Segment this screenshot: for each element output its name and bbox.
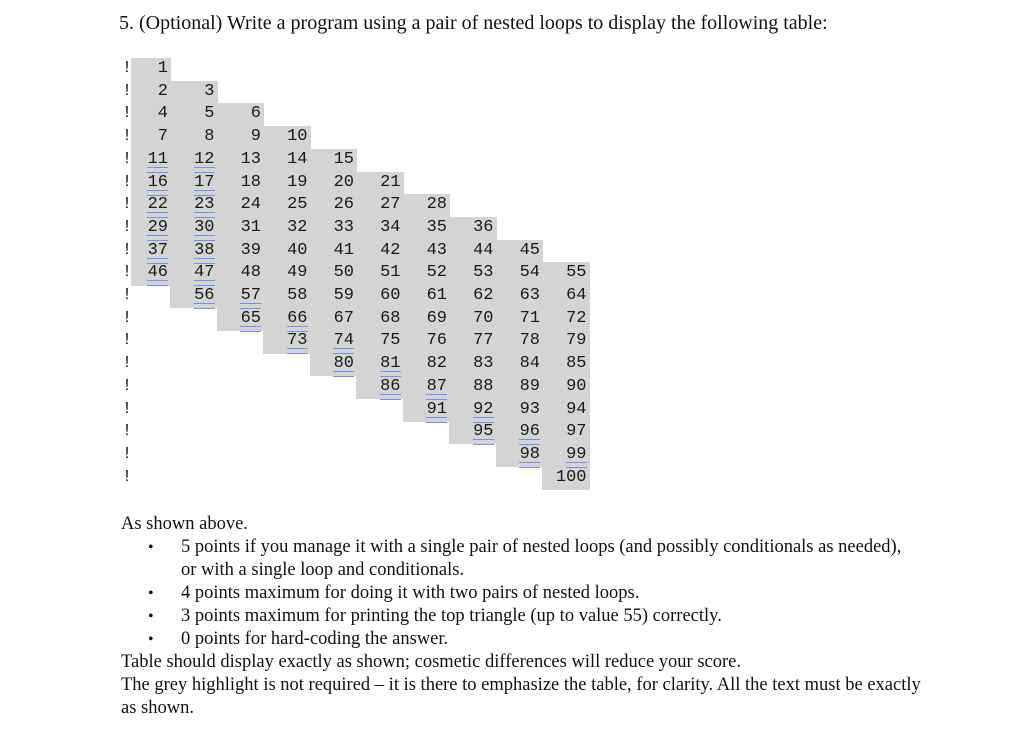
table-cell: 79: [566, 331, 587, 351]
table-cell: 65: [240, 308, 261, 328]
table-cell: 80: [333, 354, 354, 374]
scoring-item: [121, 628, 921, 651]
table-cell: 69: [426, 308, 447, 328]
row-marker: !: [121, 195, 133, 215]
table-cell: 40: [287, 240, 308, 260]
table-cell: 82: [426, 354, 447, 374]
table-cell: 58: [287, 286, 308, 305]
scoring-item-text: 0 points for hard-coding the answer.: [181, 629, 449, 649]
table-cell: 49: [287, 263, 308, 283]
note-grey-highlight: The grey highlight is not required – it is there to emphasize the table, for clarity. All the text must be exactly as shown.: [121, 675, 921, 718]
table-cell: 56: [194, 286, 215, 305]
row-marker: !: [121, 263, 133, 283]
table-cell: 48: [240, 263, 261, 283]
table-cell: 33: [333, 217, 354, 237]
table-cell: 96: [519, 422, 540, 442]
text-underline: [426, 417, 447, 423]
table-cell: 90: [566, 376, 587, 396]
row-marker: !: [121, 104, 133, 124]
table-cell: 23: [194, 195, 215, 215]
table-cell: 20: [333, 172, 354, 192]
table-cell: 50: [333, 263, 354, 283]
table-cell: 37: [147, 240, 168, 260]
text-underline: [473, 439, 494, 445]
table-cell: 77: [473, 331, 494, 351]
table-cell: 85: [566, 354, 587, 374]
scoring-list: [121, 536, 921, 651]
text-underline: [240, 326, 261, 332]
table-cell: 38: [194, 240, 215, 260]
table-cell: 15: [333, 149, 354, 169]
table-cell: 74: [333, 331, 354, 351]
table-cell: 27: [380, 195, 401, 215]
table-cell: 75: [380, 331, 401, 351]
table-cell: 91: [426, 399, 447, 419]
table-cell: 86: [380, 376, 401, 396]
table-cell: 95: [473, 422, 494, 442]
table-cell: 41: [333, 240, 354, 260]
table-cell: 6: [250, 104, 261, 124]
table-cell: 17: [194, 172, 215, 192]
table-cell: 98: [519, 444, 540, 464]
row-marker: !: [121, 81, 133, 101]
table-cell: 43: [426, 240, 447, 260]
text-underline: [287, 348, 308, 354]
table-cell: 73: [287, 331, 308, 351]
table-cell: 21: [380, 172, 401, 192]
row-marker: !: [121, 331, 133, 351]
table-cell: 83: [473, 354, 494, 374]
note-exact-display: Table should display exactly as shown; cosmetic differences will reduce your score.: [121, 652, 741, 672]
table-cell: 13: [240, 149, 261, 169]
scoring-item: [121, 536, 921, 582]
table-cell: 68: [380, 308, 401, 328]
table-cell: 67: [333, 308, 354, 328]
table-cell: 45: [519, 240, 540, 260]
table-cell: 47: [194, 263, 215, 283]
table-cell: 4: [157, 104, 168, 124]
table-cell: 76: [426, 331, 447, 351]
table-cell: 29: [147, 217, 168, 237]
row-marker: !: [121, 59, 133, 78]
table-cell: 10: [287, 127, 308, 147]
table-cell: 71: [519, 308, 540, 328]
scoring-item: [121, 582, 921, 605]
scoring-item-text: 5 points if you manage it with a single pair of nested loops (and possibly conditionals as needed), or with a single loop and conditionals.: [181, 537, 902, 580]
text-underline: [519, 462, 540, 468]
row-marker: !: [121, 172, 133, 192]
scoring-item-text: 4 points maximum for doing it with two pairs of nested loops.: [181, 583, 640, 603]
row-marker: !: [121, 286, 133, 305]
table-cell: 2: [157, 81, 168, 101]
table-cell: 88: [473, 376, 494, 396]
row-marker: !: [121, 376, 133, 396]
table-cell: 64: [566, 286, 587, 305]
bullet-icon: •: [148, 631, 154, 648]
table-cell: 94: [566, 399, 587, 419]
table-cell: 18: [240, 172, 261, 192]
text-underline: [333, 371, 354, 377]
table-cell: 26: [333, 195, 354, 215]
table-cell: 99: [566, 444, 587, 464]
table-cell: 31: [240, 217, 261, 237]
row-marker: !: [121, 422, 133, 442]
row-marker: !: [121, 354, 133, 374]
bullet-icon: •: [148, 539, 154, 556]
row-marker: !: [121, 308, 133, 328]
table-cell: 84: [519, 354, 540, 374]
table-cell: 30: [194, 217, 215, 237]
row-marker: !: [121, 217, 133, 237]
table-cell: 59: [333, 286, 354, 305]
intro-text: As shown above.: [121, 514, 248, 534]
table-cell: 44: [473, 240, 494, 260]
table-cell: 51: [380, 263, 401, 283]
table-cell: 81: [380, 354, 401, 374]
table-cell: 97: [566, 422, 587, 442]
question-title: 5. (Optional) Write a program using a pair of nested loops to display the following table:: [119, 12, 828, 34]
bullet-icon: •: [148, 608, 154, 625]
table-cell: 89: [519, 376, 540, 396]
table-cell: 66: [287, 308, 308, 328]
table-cell: 36: [473, 217, 494, 237]
row-marker: !: [121, 399, 133, 419]
table-cell: 62: [473, 286, 494, 305]
table-cell: 28: [426, 195, 447, 215]
row-marker: !: [121, 240, 133, 260]
table-cell: 42: [380, 240, 401, 260]
table-cell: 5: [204, 104, 215, 124]
table-cell: 9: [250, 127, 261, 147]
table-cell: 78: [519, 331, 540, 351]
instructions: [121, 513, 921, 720]
table-cell: 61: [426, 286, 447, 305]
row-marker: !: [121, 127, 133, 147]
bullet-icon: •: [148, 585, 154, 602]
text-underline: [380, 394, 401, 400]
table-cell: 22: [147, 195, 168, 215]
table-cell: 19: [287, 172, 308, 192]
table-cell: 93: [519, 399, 540, 419]
row-marker: !: [121, 467, 133, 487]
table-cell: 7: [157, 127, 168, 147]
scoring-item: [121, 605, 921, 628]
table-cell: 92: [473, 399, 494, 419]
table-cell: 53: [473, 263, 494, 283]
table-cell: 32: [287, 217, 308, 237]
table-cell: 24: [240, 195, 261, 215]
table-cell: 46: [147, 263, 168, 283]
table-cell: 34: [380, 217, 401, 237]
table-cell: 35: [426, 217, 447, 237]
text-underline: [194, 303, 215, 309]
scoring-item-text: 3 points maximum for printing the top triangle (up to value 55) correctly.: [181, 606, 722, 626]
table-cell: 14: [287, 149, 308, 169]
row-marker: !: [121, 444, 133, 464]
table-cell: 52: [426, 263, 447, 283]
table-cell: 11: [147, 149, 168, 169]
table-cell: 54: [519, 263, 540, 283]
table-cell: 39: [240, 240, 261, 260]
table-cell: 63: [519, 286, 540, 305]
table-cell: 55: [566, 263, 587, 283]
row-marker: !: [121, 149, 133, 169]
table-cell: 8: [204, 127, 215, 147]
text-underline: [147, 280, 168, 286]
table-cell: 70: [473, 308, 494, 328]
table-cell: 72: [566, 308, 587, 328]
table-cell: 16: [147, 172, 168, 192]
table-cell: 3: [204, 81, 215, 101]
table-cell: 60: [380, 286, 401, 305]
table-cell: 12: [194, 149, 215, 169]
table-cell: 87: [426, 376, 447, 396]
table-cell: 57: [240, 286, 261, 305]
table-cell: 25: [287, 195, 308, 215]
table-cell: 100: [555, 467, 587, 487]
table-cell: 1: [157, 59, 168, 78]
